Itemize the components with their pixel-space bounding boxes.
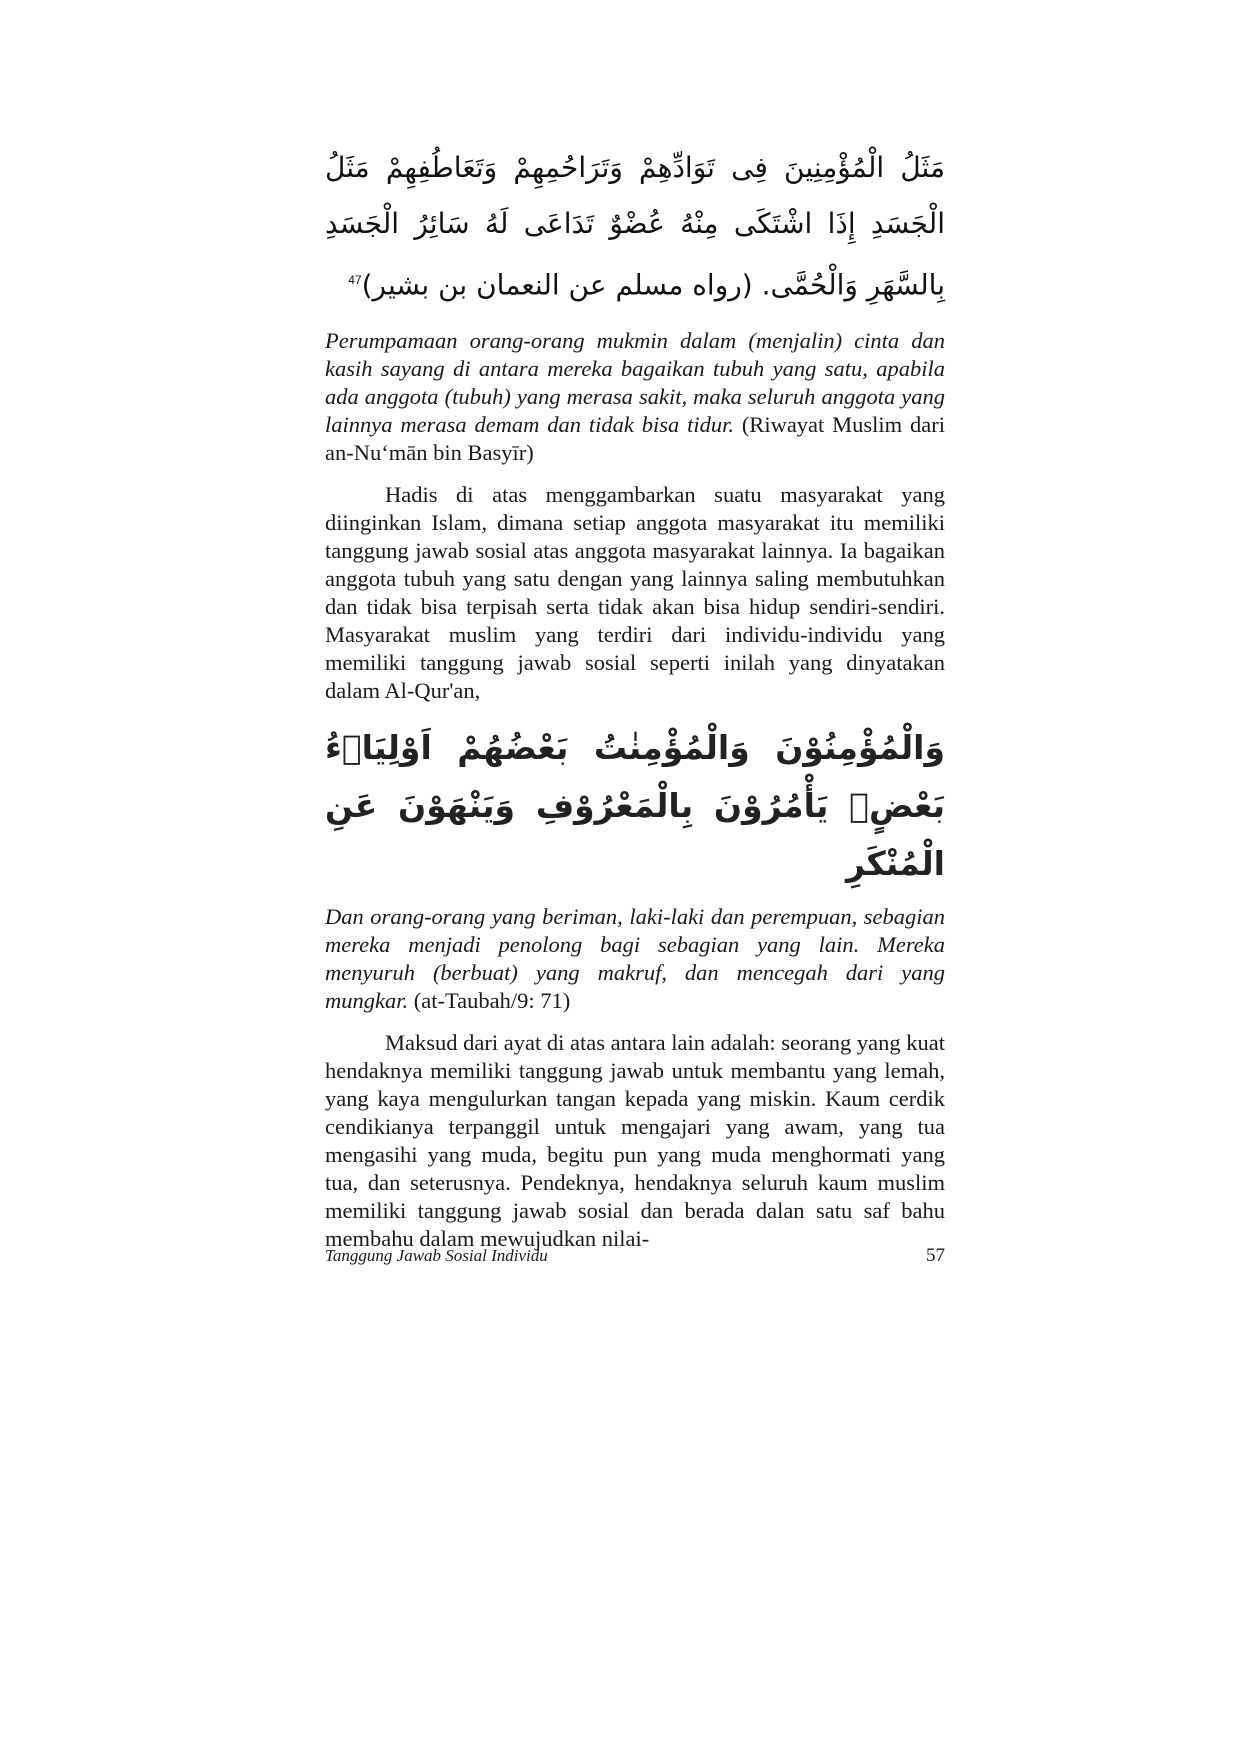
paragraph-1: Hadis di atas menggambarkan suatu masyarakat yang diinginkan Islam, dimana setiap anggota masyarakat itu memiliki tanggung jawab sosial atas anggota masyarakat lainnya. Ia bagaikan anggota tubuh yang satu dengan yang lainnya saling membutuhkan dan tidak bisa terpisah serta tidak akan bisa hidup sendiri-sendiri. Masyarakat muslim yang terdiri dari individu-individu yang memiliki tanggung jawab sosial seperti inilah yang dinyatakan dalam Al-Qur'an,: [325, 482, 945, 704]
page-number: 57: [926, 1245, 945, 1266]
hadith-arabic: مَثَلُ الْمُؤْمِنِينَ فِى تَوَادِّهِمْ وَتَرَاحُمِهِمْ وَتَعَاطُفِهِمْ مَثَلُ الْجَسَدِ إِذَا اشْتَكَى مِنْهُ عُضْوٌ تَدَاعَى لَهُ سَائِرُ الْجَسَدِ بِالسَّهَرِ وَالْحُمَّى. (رواه مسلم عن النعمان بن بشير): [325, 151, 945, 302]
page-footer: [325, 1245, 945, 1267]
paragraph-2: Maksud dari ayat di atas antara lain adalah: seorang yang kuat hendaknya memiliki tanggung jawab untuk membantu yang lemah, yang kaya mengulurkan tangan kepada yang miskin. Kaum cerdik cendikianya terpanggil untuk mengajari yang awam, yang tua mengasihi yang muda, begitu pun yang muda menghormati yang tua, dan seterusnya. Pendeknya, hendaknya seluruh kaum muslim memiliki tanggung jawab sosial dan berada dalan satu saf bahu membahu dalam mewujudkan nilai-: [325, 1030, 945, 1252]
hadith-translation-italic: Perumpamaan orang-orang mukmin dalam (menjalin) cinta dan kasih sayang di antara mereka bagaikan tubuh yang satu, apabila ada anggota (tubuh) yang merasa sakit, maka seluruh anggota yang lainnya merasa demam dan tidak bisa tidur.: [325, 328, 945, 438]
hadith-translation: [325, 327, 945, 467]
running-title: Tanggung Jawab Sosial Individu: [325, 1246, 548, 1265]
page-body: [325, 140, 945, 1263]
footnote-ref: 47: [348, 273, 362, 287]
quran-citation: (at-Taubah/9: 71): [408, 988, 571, 1014]
hadith-arabic-text: [325, 140, 945, 313]
hadith-citation: (Riwayat Muslim dari an-Nu‘mān bin Basyīr): [325, 412, 945, 466]
quran-verse-arabic: وَالْمُؤْمِنُوْنَ وَالْمُؤْمِنٰتُ بَعْضُهُمْ اَوْلِيَاۤءُ بَعْضٍۘ يَأْمُرُوْنَ بِالْمَعْرُوْفِ وَيَنْهَوْنَ عَنِ الْمُنْكَرِ: [325, 728, 945, 884]
quran-translation-italic: Dan orang-orang yang beriman, laki-laki dan perempuan, sebagian mereka menjadi penolong bagi sebagian yang lain. Mereka menyuruh (berbuat) yang makruf, dan mencegah dari yang mungkar.: [325, 904, 945, 1014]
quran-translation: [325, 903, 945, 1015]
